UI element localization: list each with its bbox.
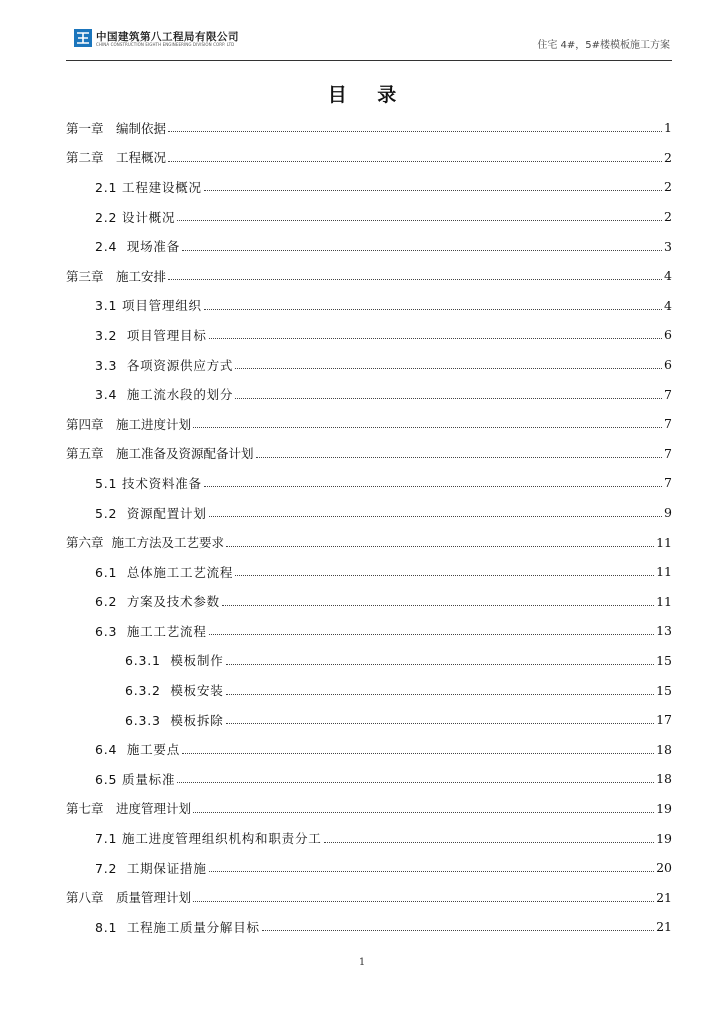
toc-entry-page: 20 (656, 860, 672, 876)
toc-entry-title: 6.3.3 模板拆除 (125, 712, 224, 728)
toc-entry-title: 5.1 技术资料准备 (95, 475, 202, 491)
toc-entry[interactable] (66, 705, 672, 735)
toc-entry[interactable] (66, 882, 672, 912)
toc-entry-page: 2 (664, 179, 672, 195)
toc-entry[interactable] (66, 823, 672, 853)
toc-entry[interactable] (66, 498, 672, 528)
document-title: 住宅 4#，5#楼模板施工方案 (537, 40, 670, 51)
toc-entry-page: 15 (656, 682, 672, 698)
toc-leader-dots (209, 634, 654, 635)
toc-entry-title: 6.4 施工要点 (95, 742, 181, 758)
toc-entry[interactable] (66, 409, 672, 439)
toc-entry-title: 6.2 方案及技术参数 (95, 594, 220, 610)
cscec-logo-icon (74, 29, 92, 47)
toc-leader-dots (209, 516, 662, 517)
toc-entry[interactable] (66, 734, 672, 764)
toc-leader-dots (193, 427, 662, 428)
toc-leader-dots (193, 812, 654, 813)
toc-leader-dots (222, 605, 654, 606)
toc-leader-dots (226, 664, 655, 665)
toc-leader-dots (209, 338, 662, 339)
toc-entry-title: 6.1 总体施工工艺流程 (95, 564, 234, 580)
toc-leader-dots (235, 368, 662, 369)
toc-leader-dots (182, 250, 662, 251)
toc-entry-title: 2.4 现场准备 (95, 239, 181, 255)
toc-entry[interactable] (66, 231, 672, 261)
toc-entry-title: 3.2 项目管理目标 (95, 327, 207, 343)
toc-entry-page: 13 (656, 623, 672, 639)
toc-leader-dots (226, 694, 655, 695)
toc-entry-title: 7.2 工期保证措施 (95, 860, 207, 876)
toc-entry[interactable] (66, 853, 672, 883)
toc-entry-page: 7 (664, 416, 672, 432)
toc-entry-page: 7 (664, 445, 672, 461)
toc-entry-title: 3.1 项目管理组织 (95, 298, 202, 314)
toc-leader-dots (235, 398, 662, 399)
toc-entry-title: 6.5 质量标准 (95, 771, 176, 787)
toc-entry-page: 17 (656, 712, 672, 728)
toc-entry-page: 18 (656, 741, 672, 757)
toc-entry-page: 21 (656, 889, 672, 905)
toc-entry[interactable] (66, 587, 672, 617)
toc-entry-page: 11 (656, 534, 672, 550)
toc-leader-dots (204, 486, 662, 487)
toc-entry-page: 15 (656, 652, 672, 668)
toc-leader-dots (168, 131, 662, 132)
toc-leader-dots (256, 457, 663, 458)
toc-entry-title: 7.1 施工进度管理组织机构和职责分工 (95, 831, 322, 847)
company-name-cn: 中国建筑第八工程局有限公司 (96, 31, 239, 43)
toc-entry-page: 21 (656, 919, 672, 935)
toc-entry-title: 第二章 工程概况 (66, 150, 167, 166)
toc-entry-page: 19 (656, 830, 672, 846)
company-name-en: CHINA CONSTRUCTION EIGHTH ENGINEERING DIVISION CORP. LTD (96, 42, 235, 47)
toc-entry-title: 第三章 施工安排 (66, 268, 167, 284)
toc-leader-dots (226, 546, 654, 547)
toc-entry-title: 6.3.1 模板制作 (125, 653, 224, 669)
toc-entry-title: 第五章 施工准备及资源配备计划 (66, 446, 254, 462)
toc-entry[interactable] (66, 379, 672, 409)
toc-entry[interactable] (66, 320, 672, 350)
toc-entry[interactable] (66, 113, 672, 143)
toc-title: 目 录 (327, 84, 409, 106)
toc-entry-page: 11 (656, 564, 672, 580)
page-number: 1 (358, 957, 366, 968)
toc-leader-dots (204, 309, 662, 310)
toc-entry[interactable] (66, 468, 672, 498)
toc-entry-title: 5.2 资源配置计划 (95, 505, 207, 521)
toc-leader-dots (324, 842, 655, 843)
toc-entry[interactable] (66, 557, 672, 587)
toc-entry-title: 3.4 施工流水段的划分 (95, 387, 234, 403)
toc-entry[interactable] (66, 646, 672, 676)
toc-leader-dots (209, 871, 654, 872)
toc-leader-dots (262, 930, 654, 931)
toc-entry-page: 18 (656, 771, 672, 787)
toc-entry-title: 第八章 质量管理计划 (66, 890, 192, 906)
toc-entry-page: 3 (664, 238, 672, 254)
toc-entry-title: 第六章 施工方法及工艺要求 (66, 535, 224, 551)
toc-entry[interactable] (66, 675, 672, 705)
toc-entry[interactable] (66, 794, 672, 824)
toc-entry[interactable] (66, 527, 672, 557)
toc-entry[interactable] (66, 172, 672, 202)
toc-entry-page: 4 (664, 297, 672, 313)
toc-leader-dots (204, 190, 662, 191)
toc-entry[interactable] (66, 261, 672, 291)
toc-entry-page: 9 (664, 505, 672, 521)
toc-entry[interactable] (66, 439, 672, 469)
toc-entry-page: 19 (656, 800, 672, 816)
page-header (66, 26, 672, 61)
toc-entry-title: 第一章 编制依据 (66, 120, 167, 136)
toc-entry[interactable] (66, 912, 672, 942)
toc-entry-page: 1 (664, 120, 672, 136)
toc-leader-dots (226, 723, 655, 724)
toc-entry-page: 6 (664, 357, 672, 373)
toc-entry-page: 2 (664, 149, 672, 165)
toc-entry-title: 6.3.2 模板安装 (125, 683, 224, 699)
table-of-contents (66, 113, 672, 942)
toc-leader-dots (168, 279, 662, 280)
toc-entry[interactable] (66, 764, 672, 794)
toc-entry-title: 2.2 设计概况 (95, 209, 176, 225)
toc-entry[interactable] (66, 616, 672, 646)
toc-leader-dots (235, 575, 654, 576)
toc-entry-page: 4 (664, 268, 672, 284)
toc-leader-dots (193, 901, 654, 902)
toc-entry-title: 6.3 施工工艺流程 (95, 623, 207, 639)
toc-entry-page: 6 (664, 327, 672, 343)
toc-entry[interactable] (66, 143, 672, 173)
toc-leader-dots (177, 782, 654, 783)
toc-entry-title: 3.3 各项资源供应方式 (95, 357, 234, 373)
toc-entry-page: 11 (656, 593, 672, 609)
toc-entry-title: 8.1 工程施工质量分解目标 (95, 919, 260, 935)
toc-entry-page: 7 (664, 475, 672, 491)
toc-leader-dots (182, 753, 654, 754)
toc-entry-title: 2.1 工程建设概况 (95, 179, 202, 195)
toc-entry-page: 7 (664, 386, 672, 402)
toc-entry-title: 第七章 进度管理计划 (66, 801, 192, 817)
toc-leader-dots (168, 161, 662, 162)
toc-entry[interactable] (66, 350, 672, 380)
toc-leader-dots (177, 220, 662, 221)
toc-entry-title: 第四章 施工进度计划 (66, 416, 192, 432)
toc-entry-page: 2 (664, 209, 672, 225)
toc-entry[interactable] (66, 291, 672, 321)
toc-entry[interactable] (66, 202, 672, 232)
